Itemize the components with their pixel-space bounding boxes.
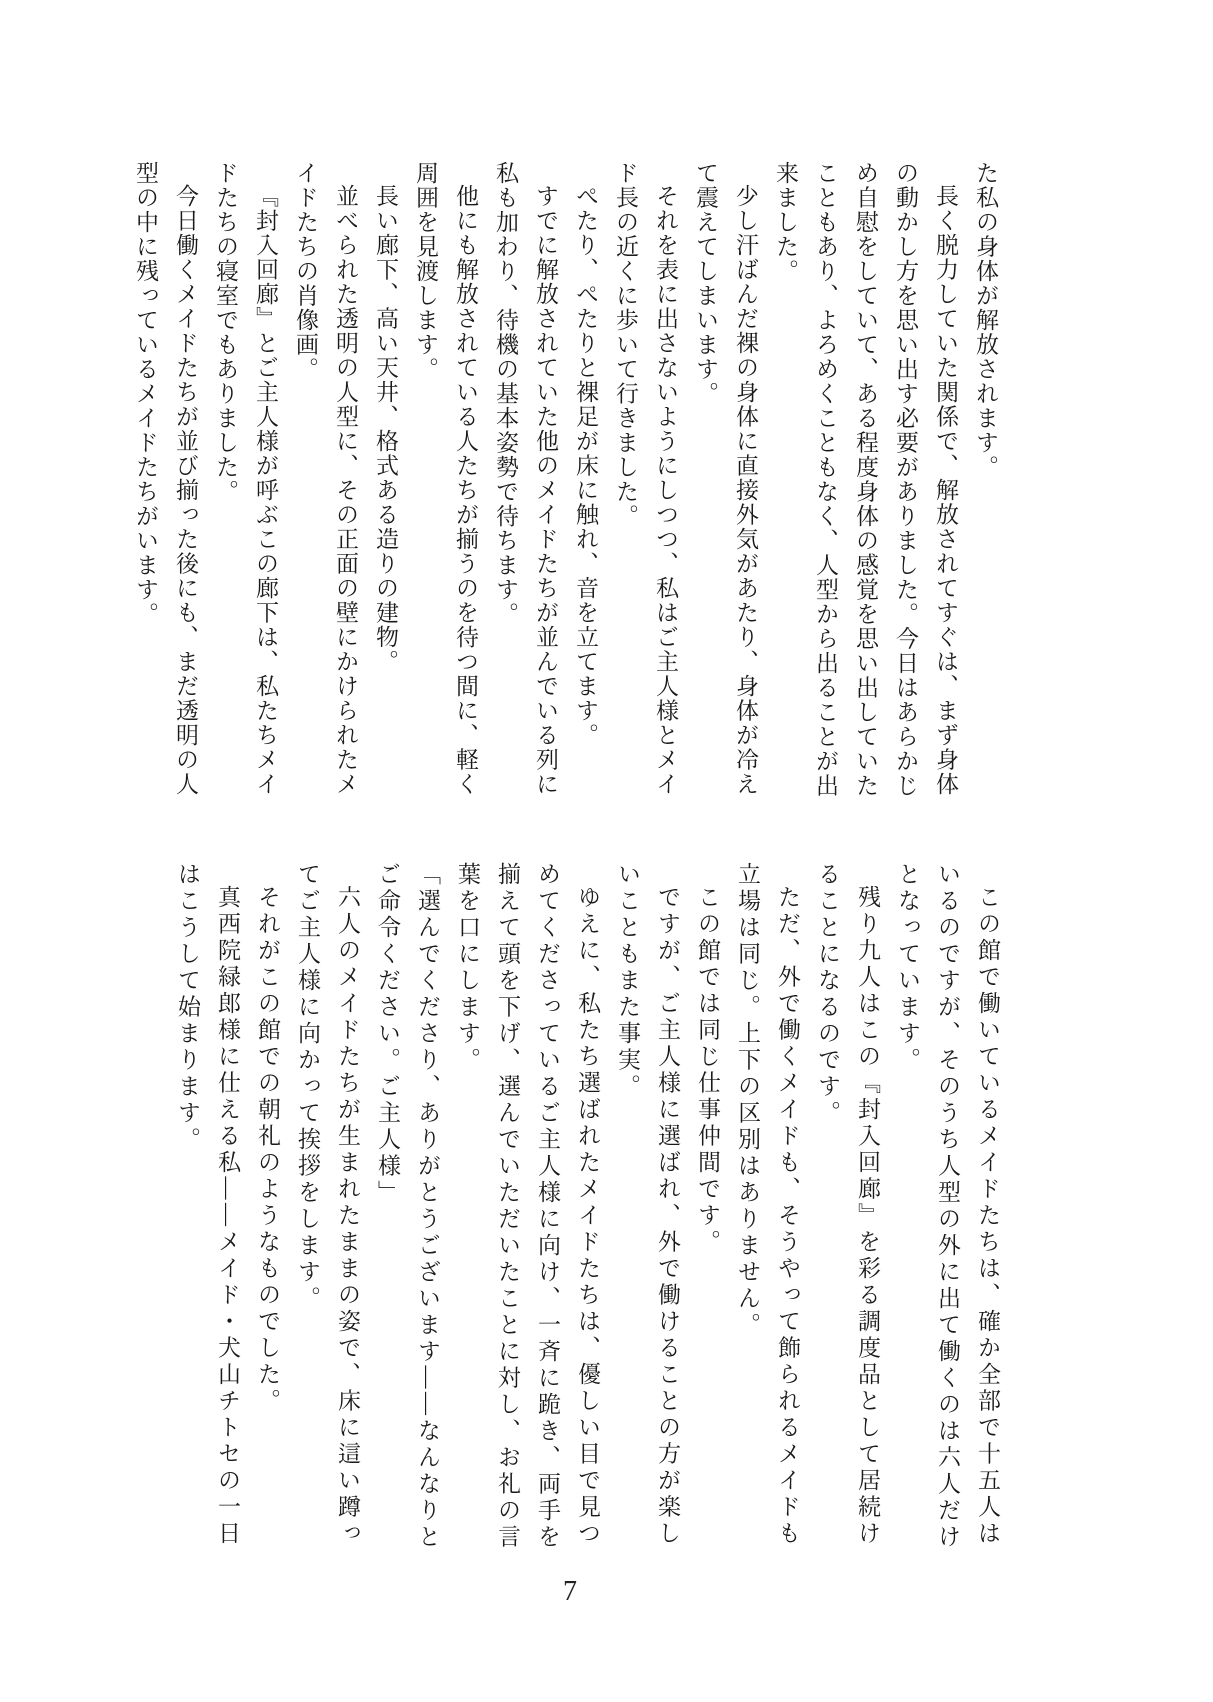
paragraph: 『封入回廊』とご主人様が呼ぶこの廊下は、私たちメイドたちの寝室でもありました。 — [213, 161, 278, 797]
paragraph: 並べられた透明の人型に、その正面の壁にかけられたメイドたちの肖像画。 — [293, 161, 358, 797]
paragraph: 長く脱力していた関係で、解放されてすぐは、まず身体の動かし方を思い出す必要がありました。今日はあらかじめ自慰をしていて、ある程度身体の感覚を思い出していたこともあり、よろめくこともなく、人型から出ることが出来ました。 — [773, 161, 958, 798]
paragraph: 長い廊下、高い天井、格式ある造りの建物。 — [373, 184, 398, 674]
paragraph: 他にも解放されている人たちが揃うのを待つ間に、軽く周囲を見渡します。 — [413, 161, 478, 797]
paragraph: た私の身体が解放されます。 — [973, 161, 998, 480]
page-number: 7 — [563, 1576, 577, 1607]
paragraph: それがこの館での朝礼のようなものでした。 — [255, 885, 280, 1415]
paragraph: 今日働くメイドたちが並び揃った後にも、まだ透明の人型の中に残っているメイドたちがいます。 — [133, 161, 198, 797]
paragraph: ゆえに、私たち選ばれたメイドたちは、優しい目で見つめてくださっているご主人様に向け、一斉に跪き、両手を揃えて頭を下げ、選んでいただいたことに対し、お礼の言葉を口にします。 — [455, 862, 600, 1551]
paragraph: すでに解放されていた他のメイドたちが並んでいる列に私も加わり、待機の基本姿勢で待ちます。 — [493, 161, 558, 797]
paragraph: 残り九人はこの『封入回廊』を彩る調度品として居続けることになるのです。 — [815, 862, 880, 1548]
paragraph: ぺたり、ぺたりと裸足が床に触れ、音を立てます。 — [573, 184, 598, 748]
paragraph: 真西院緑郎様に仕える私――メイド・犬山チトセの一日はこうして始まります。 — [175, 862, 240, 1548]
paragraph: 六人のメイドたちが生まれたままの姿で、床に這い蹲ってご主人様に向かって挨拶をします。 — [295, 862, 360, 1548]
paragraph: それを表に出さないようにしつつ、私はご主人様とメイド長の近くに歩いて行きました。 — [613, 161, 678, 797]
paragraph: ただ、外で働くメイドも、そうやって飾られるメイドも立場は同じ。上下の区別はありません。 — [735, 862, 800, 1548]
paragraph: この館では同じ仕事仲間です。 — [695, 885, 720, 1256]
paragraph: 少し汗ばんだ裸の身体に直接外気があたり、身体が冷えて震えてしまいます。 — [693, 161, 758, 797]
paragraph: この館で働いているメイドたちは、確か全部で十五人はいるのですが、そのうち人型の外に出て働くのは六人だけとなっています。 — [895, 862, 1000, 1551]
text-block-lower — [167, 862, 1007, 1556]
text-block-upper — [125, 161, 1005, 801]
paragraph: ですが、ご主人様に選ばれ、外で働けることの方が楽しいこともまた事実。 — [615, 862, 680, 1548]
paragraph: 「選んでくださり、ありがとうございます――なんなりとご命令ください。ご主人様」 — [375, 862, 440, 1551]
